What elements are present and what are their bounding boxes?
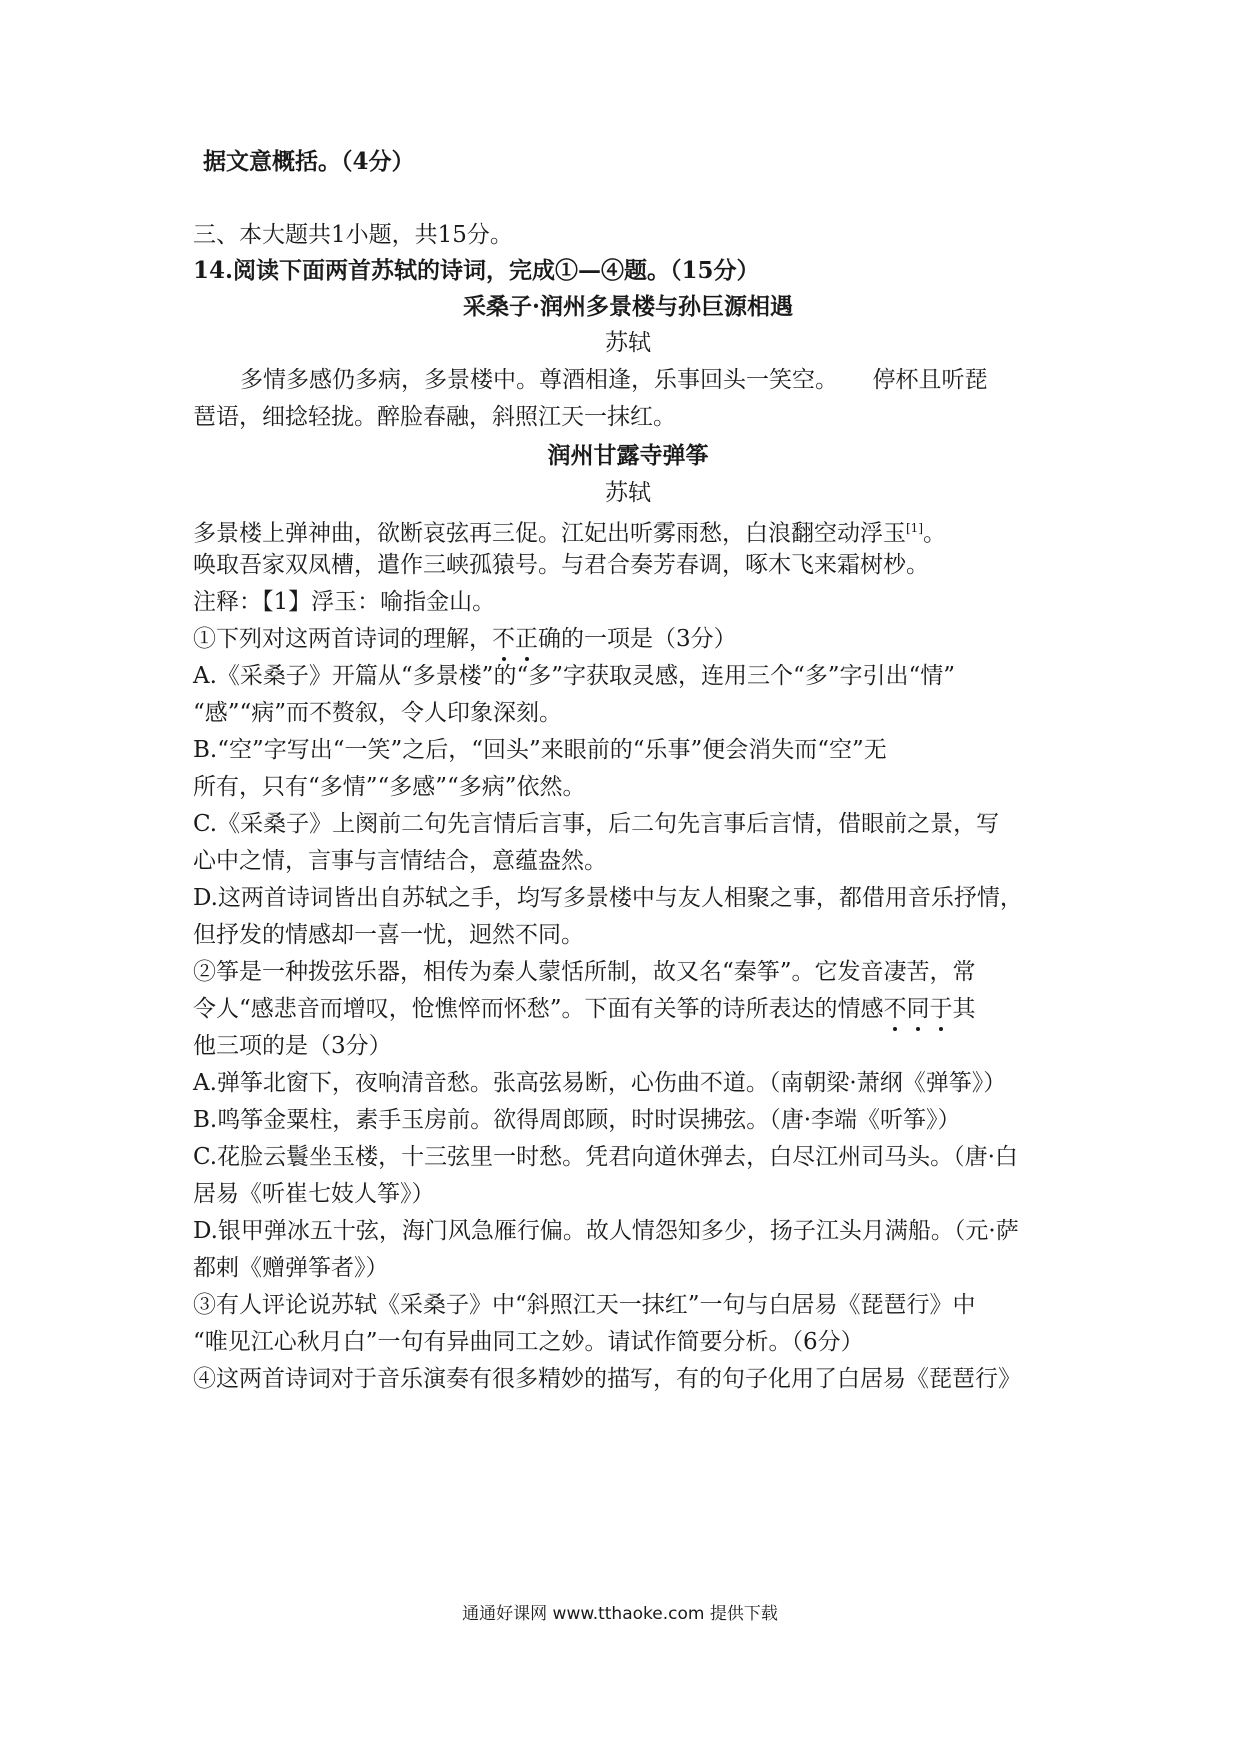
- poem2-title: 润州甘露寺弹筝: [547, 442, 709, 469]
- poem2-line1-text: 多景楼上弹神曲，欲断哀弦再三促。江妃出听雾雨愁，白浪翻空动浮玉: [193, 520, 906, 547]
- intro-text: 据文意概括。（4分）: [203, 148, 415, 175]
- q2-emphasis-1: 不: [884, 993, 907, 1025]
- q1-emphasis-2: 正: [515, 623, 538, 655]
- q4-line1: ④这两首诗词对于音乐演奏有很多精妙的描写，有的句子化用了白居易《琵琶行》: [193, 1366, 1021, 1392]
- q1-option-a-line2: “感”“病”而不赘叙，令人印象深刻。: [193, 700, 563, 726]
- section-heading: 三、本大题共1小题，共15分。: [193, 222, 513, 248]
- q2-option-c-line1: C.花脸云鬟坐玉楼，十三弦里一时愁。凭君向道休弹去，白尽江州司马头。（唐·白: [193, 1144, 1018, 1170]
- poem1-line1: 多情多感仍多病，多景楼中。尊酒相逢，乐事回头一笑空。 停杯且听琵: [240, 367, 988, 393]
- q2-option-b: B.鸣筝金粟柱，素手玉房前。欲得周郎顾，时时误拂弦。（唐·李端《听筝》）: [193, 1107, 961, 1133]
- q1-option-d-line1: D.这两首诗词皆出自苏轼之手，均写多景楼中与友人相聚之事，都借用音乐抒情，: [193, 885, 1023, 911]
- q2-stem-post: 其: [952, 996, 976, 1022]
- page-footer: 通通好课网 www.tthaoke.com 提供下载: [462, 1604, 778, 1624]
- q1-option-a-line1: A.《采桑子》开篇从“多景楼”的“多”字获取灵感，连用三个“多”字引出“情”: [193, 663, 955, 689]
- q3-line1: ③有人评论说苏轼《采桑子》中“斜照江天一抹红”一句与白居易《琵琶行》中: [193, 1292, 976, 1318]
- q2-stem-line2: [193, 993, 1063, 1025]
- poem1-line2: 琶语，细捻轻拢。醉脸春融，斜照江天一抹红。: [193, 404, 676, 430]
- q2-option-d-line2: 都剌《赠弹筝者》）: [193, 1255, 389, 1281]
- q1-option-b-line2: 所有，只有“多情”“多感”“多病”依然。: [193, 774, 586, 800]
- q2-option-d-line1: D.银甲弹冰五十弦，海门风急雁行偏。故人情怨知多少，扬子江头月满船。（元·萨: [193, 1218, 1019, 1244]
- poem2-line1-end: 。: [923, 520, 946, 547]
- q3-line2: “唯见江心秋月白”一句有异曲同工之妙。请试作简要分析。（6分）: [193, 1329, 864, 1355]
- annotation: 注释：【1】浮玉：喻指金山。: [193, 589, 496, 615]
- footnote-marker: [1]: [906, 521, 923, 535]
- q1-option-c-line1: C.《采桑子》上阕前二句先言情后言事，后二句先言事后言情，借眼前之景，写: [193, 811, 1000, 837]
- poem2-line2: 唤取吾家双凤槽，遣作三峡孤猿号。与君合奏芳春调，啄木飞来霜树杪。: [193, 552, 929, 578]
- q2-stem-line1: ②筝是一种拨弦乐器，相传为秦人蒙恬所制，故又名“秦筝”。它发音凄苦，常: [193, 959, 976, 985]
- q2-stem-line3: 他三项的是（3分）: [193, 1033, 392, 1059]
- q1-option-c-line2: 心中之情，言事与言情结合，意蕴盎然。: [193, 848, 607, 874]
- q1-stem: [193, 623, 1063, 655]
- q1-emphasis-1: 不: [492, 623, 515, 655]
- q1-option-d-line2: 但抒发的情感却一喜一忧，迥然不同。: [193, 922, 584, 948]
- q2-stem-pre: 令人“感悲音而增叹，怆憔悴而怀愁”。下面有关筝的诗所表达的情感: [193, 996, 884, 1022]
- q2-option-a: A.弹筝北窗下，夜响清音愁。张高弦易断，心伤曲不道。（南朝梁·萧纲《弹筝》）: [193, 1070, 1007, 1096]
- q1-stem-pre: ①下列对这两首诗词的理解，: [193, 626, 492, 652]
- poem2-line1: [193, 512, 1063, 550]
- poem1-title: 采桑子·润州多景楼与孙巨源相遇: [462, 293, 793, 320]
- q1-stem-post: 确的一项是（3分）: [538, 626, 737, 652]
- poem2-author: 苏轼: [605, 480, 651, 506]
- question-title: 14.阅读下面两首苏轼的诗词，完成①—④题。（15分）: [193, 257, 760, 284]
- q1-option-b-line1: B.“空”字写出“一笑”之后，“回头”来眼前的“乐事”便会消失而“空”无: [193, 737, 887, 763]
- q2-emphasis-2: 同: [907, 993, 930, 1025]
- poem1-author: 苏轼: [605, 330, 651, 356]
- q2-emphasis-3: 于: [930, 993, 953, 1025]
- q2-option-c-line2: 居易《听崔七妓人筝》）: [193, 1181, 435, 1207]
